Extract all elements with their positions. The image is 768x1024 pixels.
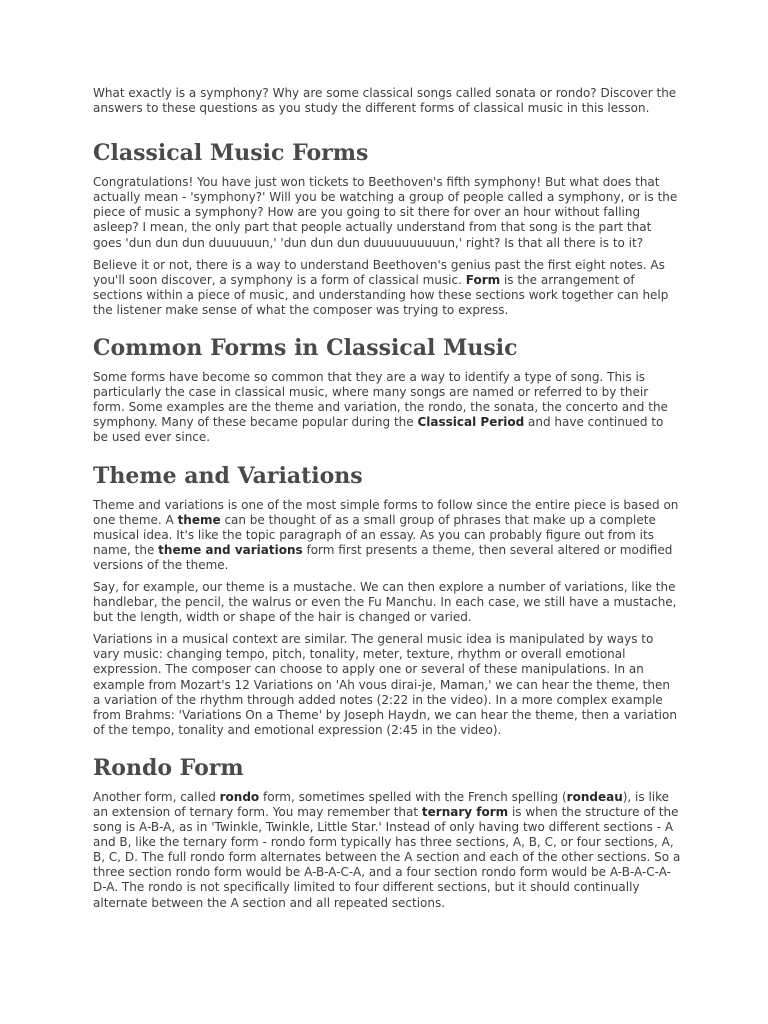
term-theme-and-variations: theme and variations	[158, 542, 303, 557]
term-rondeau: rondeau	[566, 789, 623, 804]
paragraph-rondo-form: Another form, called rondo form, sometimes spelled with the French spelling (rondeau), is like an extension of ternary form. You may remember that ternary form is when the structure of the song is A-B-A, as in 'Twinkle, Twinkle, Little Star.' Instead of only having two different sections - A and B, like the ternary form - rondo form typically has three sections, A, B, C, or four sections, A, B, C, D. The full rondo form alternates between the A section and each of the other sections. So a three section rondo form would be A-B-A-C-A, and a four section rondo form would be A-B-A-C-A-D-A. The rondo is not specifically limited to four different sections, but it should continually alternate between the A section and all repeated sections.	[93, 789, 681, 910]
paragraph-variations-musical-context: Variations in a musical context are similar. The general music idea is manipulated by ways to vary music: changing tempo, pitch, tonality, meter, texture, rhythm or overall emotional expression. The composer can choose to apply one or several of these manipulations. In an example from Mozart's 12 Variations on 'Ah vous dirai-je, Maman,' we can hear the theme, then a variation of the rhythm through added notes (2:22 in the video). In a more complex example from Brahms: 'Variations On a Theme' by Joseph Haydn, we can hear the theme, then a variation of the tempo, tonality and emotional expression (2:45 in the video).	[93, 632, 677, 737]
heading-theme-and-variations: Theme and Variations	[93, 462, 363, 489]
paragraph-common-forms: Some forms have become so common that they are a way to identify a type of song. This is particularly the case in classical music, where many songs are named or referred to by their form. Some examples are the theme and variation, the rondo, the sonata, the concerto and the symphony. Many of these became popular during the Classical Period and have continued to be used ever since.	[93, 370, 668, 445]
heading-classical-music-forms: Classical Music Forms	[93, 140, 369, 167]
document-page	[93, 86, 681, 918]
term-ternary-form: ternary form	[421, 805, 509, 819]
paragraph-congratulations: Congratulations! You have just won tickets to Beethoven's fifth symphony! But what does that actually mean - 'symphony?' Will you be watching a group of people called a symphony, or is the piece of music a symphony? How are you going to sit there for over an hour without falling asleep? I mean, the only part that people actually understand from that song is the part that goes 'dun dun dun duuuuuun,' 'dun dun dun duuuuuuuuuun,' right? Is that all there is to it?	[93, 175, 678, 250]
paragraph-theme-definition: Theme and variations is one of the most simple forms to follow since the entire piece is based on one theme. A theme can be thought of as a small group of phrases that make up a complete musical idea. It's like the topic paragraph of an essay. As you can probably figure out from its name, the theme and variations form first presents a theme, then several altered or modified versions of the theme.	[93, 497, 679, 572]
paragraph-believe-it-or-not: Believe it or not, there is a way to understand Beethoven's genius past the first eight notes. As you'll soon discover, a symphony is a form of classical music. Form is the arrangement of sections within a piece of music, and understanding how these sections work together can help the listener make sense of what the composer was trying to express.	[93, 257, 669, 317]
term-theme: theme	[177, 512, 221, 527]
heading-rondo-form: Rondo Form	[93, 754, 244, 781]
paragraph-mustache-example: Say, for example, our theme is a mustache. We can then explore a number of variations, like the handlebar, the pencil, the walrus or even the Fu Manchu. In each case, we still have a mustache, but the length, width or shape of the hair is changed or varied.	[93, 579, 677, 625]
heading-common-forms: Common Forms in Classical Music	[93, 335, 518, 362]
term-form: Form	[465, 272, 501, 287]
term-classical-period: Classical Period	[417, 415, 525, 430]
term-rondo: rondo	[219, 789, 260, 804]
intro-paragraph: What exactly is a symphony? Why are some classical songs called sonata or rondo? Discover the answers to these questions as you study the different forms of classical music in this lesson.	[93, 86, 677, 116]
